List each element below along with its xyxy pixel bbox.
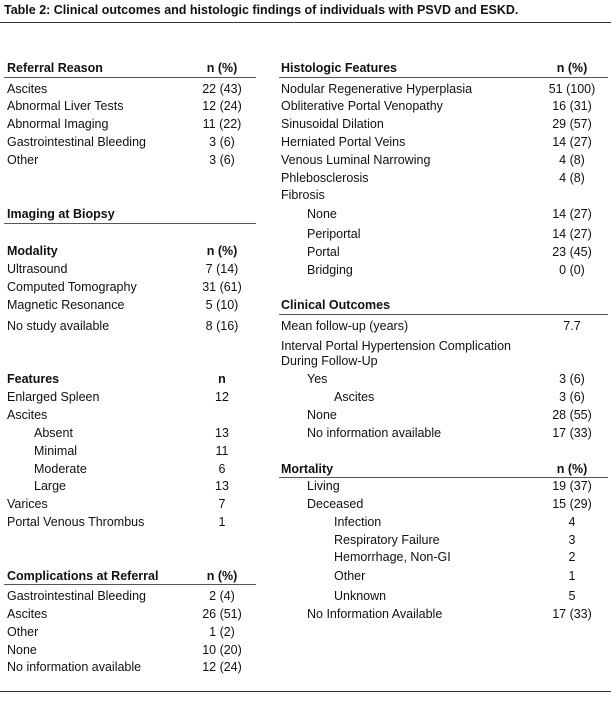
table-row <box>7 260 257 278</box>
table-row <box>7 278 257 296</box>
table-row <box>7 151 257 169</box>
cell-label: Infection <box>334 515 382 529</box>
cell-value: 3 (6) <box>209 135 235 149</box>
table-row <box>7 513 257 531</box>
table-row <box>307 406 607 424</box>
cell-label: Mortality <box>281 462 334 476</box>
cell-value: 1 (2) <box>209 625 235 639</box>
cell-value: 7.7 <box>563 319 581 333</box>
cell-label: Gastrointestinal Bleeding <box>7 589 146 603</box>
cell-label: Moderate <box>34 462 87 476</box>
cell-value: n (%) <box>206 61 238 75</box>
cell-value: 1 <box>218 515 226 529</box>
cell-label: During Follow-Up <box>281 354 378 368</box>
table-caption: Table 2: Clinical outcomes and histologic findings of individuals with PSVD and ESKD. <box>4 3 519 17</box>
table-row <box>334 587 607 605</box>
table-row <box>7 296 257 314</box>
modality-header <box>7 242 257 260</box>
table-row <box>7 587 257 605</box>
cell-label: Unknown <box>334 589 387 603</box>
cell-value: 31 (61) <box>202 280 242 294</box>
table-row <box>281 151 607 169</box>
imaging-header-rule <box>4 223 256 224</box>
table-row <box>7 317 257 335</box>
table-row <box>307 205 607 223</box>
bottom-rule <box>0 691 611 692</box>
cell-value: 12 (24) <box>202 660 242 674</box>
cell-value: 12 (24) <box>202 99 242 113</box>
cell-value: 14 (27) <box>552 227 592 241</box>
complications-header <box>7 567 257 585</box>
cell-value: 4 (8) <box>559 171 585 185</box>
cell-label: Other <box>7 625 39 639</box>
cell-label: None <box>307 207 337 221</box>
cell-value: n (%) <box>556 462 588 476</box>
cell-label: Living <box>307 479 340 493</box>
table-row <box>307 495 607 513</box>
cell-value: 13 <box>215 426 229 440</box>
cell-label: Mean follow-up (years) <box>281 319 409 333</box>
table-row <box>281 169 607 187</box>
table-row <box>7 658 257 676</box>
cell-value: 7 (14) <box>205 262 239 276</box>
table-row <box>7 495 257 513</box>
cell-label: Ascites <box>7 607 48 621</box>
cell-value: 2 (4) <box>209 589 235 603</box>
cell-value: 19 (37) <box>552 479 592 493</box>
table-row <box>7 623 257 641</box>
cell-label: Abnormal Liver Tests <box>7 99 124 113</box>
cell-label: Modality <box>7 244 58 258</box>
table-row <box>34 424 257 442</box>
cell-label: Gastrointestinal Bleeding <box>7 135 146 149</box>
cell-label: No Information Available <box>307 607 443 621</box>
table-row <box>7 641 257 659</box>
cell-value: 26 (51) <box>202 607 242 621</box>
outcomes-header <box>281 296 607 314</box>
histologic-header-rule <box>279 77 608 78</box>
cell-label: None <box>307 408 337 422</box>
table-row <box>281 115 607 133</box>
cell-label: No information available <box>7 660 142 674</box>
cell-label: Histologic Features <box>281 61 397 75</box>
table-row <box>334 567 607 585</box>
cell-value: 0 (0) <box>559 263 585 277</box>
cell-value: 14 (27) <box>552 207 592 221</box>
table-row <box>7 80 257 98</box>
table-row <box>281 186 607 204</box>
cell-label: Portal Venous Thrombus <box>7 515 145 529</box>
cell-label: Venous Luminal Narrowing <box>281 153 431 167</box>
cell-label: Sinusoidal Dilation <box>281 117 384 131</box>
cell-value: 17 (33) <box>552 607 592 621</box>
cell-value: n (%) <box>556 61 588 75</box>
cell-value: 22 (43) <box>202 82 242 96</box>
table-row <box>307 605 607 623</box>
cell-label: Yes <box>307 372 328 386</box>
cell-value: 4 <box>568 515 576 529</box>
cell-label: Deceased <box>307 497 364 511</box>
table-row <box>281 97 607 115</box>
cell-label: Varices <box>7 497 48 511</box>
cell-value: 23 (45) <box>552 245 592 259</box>
cell-value: 13 <box>215 479 229 493</box>
outcomes-header-rule <box>279 314 608 315</box>
cell-value: 29 (57) <box>552 117 592 131</box>
cell-label: Ascites <box>334 390 375 404</box>
cell-value: 3 (6) <box>209 153 235 167</box>
cell-value: n <box>218 372 226 386</box>
table-row <box>334 388 607 406</box>
table-row <box>34 477 257 495</box>
cell-label: Phlebosclerosis <box>281 171 369 185</box>
cell-label: Abnormal Imaging <box>7 117 109 131</box>
mortality-header <box>281 460 607 478</box>
cell-label: Periportal <box>307 227 361 241</box>
histologic-header <box>281 59 607 77</box>
cell-label: Nodular Regenerative Hyperplasia <box>281 82 473 96</box>
table-row <box>307 261 607 279</box>
cell-label: Enlarged Spleen <box>7 390 100 404</box>
cell-value: 7 <box>218 497 226 511</box>
cell-label: Minimal <box>34 444 78 458</box>
cell-label: No study available <box>7 319 110 333</box>
cell-label: Bridging <box>307 263 353 277</box>
cell-label: Magnetic Resonance <box>7 298 125 312</box>
cell-label: Referral Reason <box>7 61 103 75</box>
cell-label: Respiratory Failure <box>334 533 440 547</box>
table-row <box>7 97 257 115</box>
cell-label: Ascites <box>7 408 48 422</box>
cell-value: 1 <box>568 569 576 583</box>
cell-value: 12 <box>215 390 229 404</box>
cell-label: Complications at Referral <box>7 569 159 583</box>
cell-value: 14 (27) <box>552 135 592 149</box>
table-row <box>34 460 257 478</box>
cell-label: None <box>7 643 37 657</box>
cell-label: Other <box>7 153 39 167</box>
table-row <box>281 317 607 335</box>
cell-value: 2 <box>568 550 576 564</box>
table-row <box>307 370 607 388</box>
cell-label: Absent <box>34 426 73 440</box>
cell-value: 28 (55) <box>552 408 592 422</box>
cell-value: 5 (10) <box>205 298 239 312</box>
cell-value: 16 (31) <box>552 99 592 113</box>
cell-value: 4 (8) <box>559 153 585 167</box>
table-row <box>307 243 607 261</box>
table-row <box>334 548 607 566</box>
cell-label: Hemorrhage, Non-GI <box>334 550 451 564</box>
table-row <box>281 133 607 151</box>
referral-header-rule <box>4 77 256 78</box>
table-row <box>7 115 257 133</box>
cell-value: 5 <box>568 589 576 603</box>
table-row <box>7 406 257 424</box>
table-row <box>281 80 607 98</box>
imaging-header <box>7 205 257 223</box>
cell-label: Clinical Outcomes <box>281 298 391 312</box>
cell-value: 10 (20) <box>202 643 242 657</box>
cell-label: Imaging at Biopsy <box>7 207 115 221</box>
cell-label: Herniated Portal Veins <box>281 135 406 149</box>
cell-value: n (%) <box>206 244 238 258</box>
table-row <box>7 133 257 151</box>
features-header <box>7 370 257 388</box>
cell-value: 3 <box>568 533 576 547</box>
cell-value: 11 <box>215 444 229 458</box>
table-row <box>334 531 607 549</box>
cell-value: 51 (100) <box>548 82 596 96</box>
cell-label: No information available <box>307 426 442 440</box>
referral-header <box>7 59 257 77</box>
cell-value: 8 (16) <box>205 319 239 333</box>
table-row <box>334 513 607 531</box>
cell-label: Ascites <box>7 82 48 96</box>
cell-value: 3 (6) <box>559 372 585 386</box>
table-row <box>7 605 257 623</box>
cell-value: 17 (33) <box>552 426 592 440</box>
table-row <box>307 424 607 442</box>
cell-label: Fibrosis <box>281 188 325 202</box>
cell-value: n (%) <box>206 569 238 583</box>
cell-label: Obliterative Portal Venopathy <box>281 99 443 113</box>
caption-rule <box>0 22 611 23</box>
table-row <box>307 477 607 495</box>
cell-value: 3 (6) <box>559 390 585 404</box>
cell-value: 11 (22) <box>202 117 242 131</box>
table-row <box>281 352 607 370</box>
table-row <box>34 442 257 460</box>
complications-header-rule <box>4 584 256 585</box>
cell-label: Computed Tomography <box>7 280 137 294</box>
cell-label: Portal <box>307 245 340 259</box>
cell-label: Interval Portal Hypertension Complication <box>281 339 511 353</box>
cell-label: Ultrasound <box>7 262 68 276</box>
table-row <box>307 225 607 243</box>
cell-value: 15 (29) <box>552 497 592 511</box>
cell-label: Features <box>7 372 60 386</box>
cell-label: Large <box>34 479 66 493</box>
table-row <box>7 388 257 406</box>
cell-value: 6 <box>218 462 226 476</box>
cell-label: Other <box>334 569 366 583</box>
